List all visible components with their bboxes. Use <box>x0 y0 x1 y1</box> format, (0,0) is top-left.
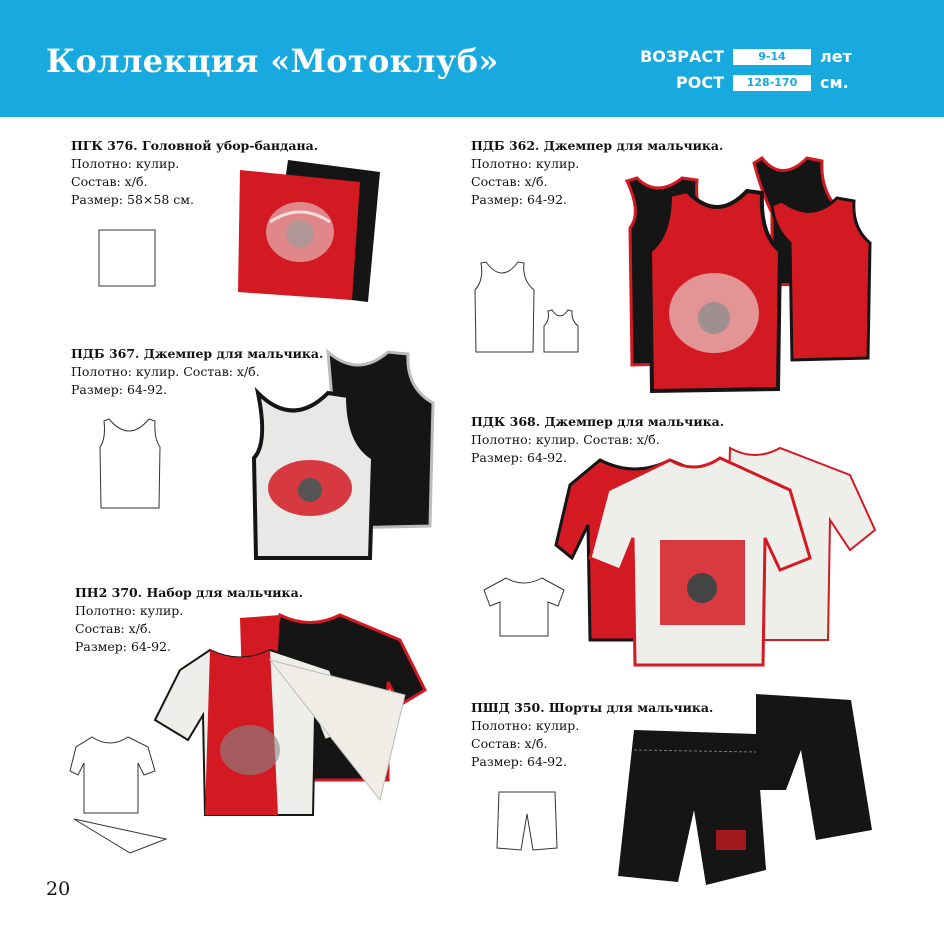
item-line: Размер: 64-92. <box>71 382 167 397</box>
item-heading: ПН2 370. Набор для мальчика. <box>75 585 304 600</box>
page-number: 20 <box>46 878 71 900</box>
item-line: Размер: 64-92. <box>471 450 567 465</box>
height-unit: см. <box>820 73 849 92</box>
set-370-sketch <box>70 735 170 855</box>
item-line: Размер: 64-92. <box>471 192 567 207</box>
set-370-photo <box>150 610 450 825</box>
shorts-350-photo <box>606 690 876 890</box>
tank-367-sketch <box>99 417 161 510</box>
header-banner <box>0 0 944 117</box>
item-line: Полотно: кулир. Состав: х/б. <box>71 364 260 379</box>
shorts-350-sketch <box>497 790 559 852</box>
item-line: Полотно: кулир. <box>471 156 580 171</box>
height-label: РОСТ <box>676 73 724 92</box>
item-heading: ПШД 350. Шорты для мальчика. <box>471 700 714 715</box>
item-line: Размер: 64-92. <box>471 754 567 769</box>
item-heading: ПДБ 362. Джемпер для мальчика. <box>471 138 724 153</box>
age-value: 9-14 <box>733 49 811 65</box>
item-line: Состав: х/б. <box>471 174 548 189</box>
age-unit: лет <box>820 47 852 66</box>
bandana-sketch <box>98 229 158 289</box>
tank-362-sketch <box>474 260 584 355</box>
item-line: Полотно: кулир. <box>71 156 180 171</box>
item-line: Состав: х/б. <box>75 621 152 636</box>
item-line: Полотно: кулир. <box>75 603 184 618</box>
tanks-367-photo <box>248 348 438 560</box>
tshirt-368-sketch <box>484 576 566 638</box>
item-heading: ПДК 368. Джемпер для мальчика. <box>471 414 725 429</box>
height-value: 128-170 <box>733 75 811 91</box>
item-line: Полотно: кулир. <box>471 718 580 733</box>
item-line: Полотно: кулир. Состав: х/б. <box>471 432 660 447</box>
page-title: Коллекция «Мотоклуб» <box>46 42 499 80</box>
item-line: Размер: 58×58 см. <box>71 192 194 207</box>
tshirts-368-photo <box>560 440 880 670</box>
item-heading: ПДБ 367. Джемпер для мальчика. <box>71 346 324 361</box>
item-line: Состав: х/б. <box>71 174 148 189</box>
age-label: ВОЗРАСТ <box>640 47 724 66</box>
tank-tops-photo <box>622 153 874 393</box>
item-line: Размер: 64-92. <box>75 639 171 654</box>
item-line: Состав: х/б. <box>471 736 548 751</box>
bandana-photo <box>240 152 400 312</box>
item-heading: ПГК 376. Головной убор-бандана. <box>71 138 319 153</box>
